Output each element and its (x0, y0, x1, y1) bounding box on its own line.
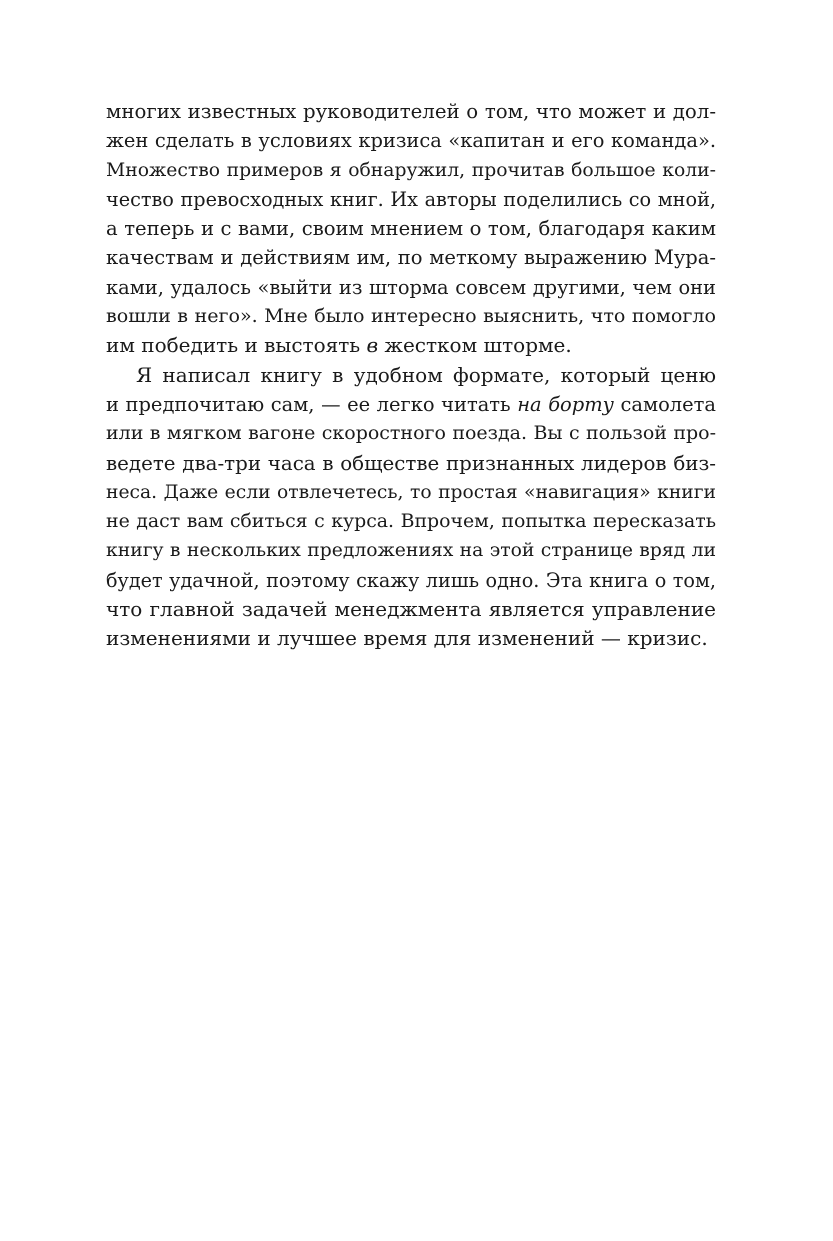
text-line: не даст вам сбиться с курса. Впрочем, попытка пересказать (106, 510, 716, 533)
text-span: и предпочитаю сам, — ее легко читать (106, 392, 518, 416)
text-line: ведете два-три часа в обществе признанных лидеров биз- (106, 451, 716, 475)
text-span: им победить и выстоять (106, 333, 367, 358)
paragraph-2 (106, 361, 716, 654)
text-line: ками, удалось «выйти из шторма совсем другими, чем они (106, 275, 716, 299)
text-line: а теперь и с вами, своим мнением о том, благодаря каким (106, 217, 716, 241)
italic-text: в (366, 333, 379, 358)
text-line: неса. Даже если отвлечетесь, то простая «навигация» книги (106, 481, 716, 503)
text-line: Множество примеров я обнаружил, прочитав большое коли- (106, 159, 716, 181)
body-text (106, 97, 716, 654)
text-span: жестком шторме. (378, 333, 572, 358)
text-line: вошли в него». Мне было интересно выяснить, что помогло (106, 305, 716, 328)
text-line: Я написал книгу в удобном формате, который ценю (136, 362, 716, 387)
text-line: или в мягком вагоне скоростного поезда. Вы с пользой про- (106, 422, 716, 445)
text-line: качествам и действиям им, по меткому выражению Мура- (106, 246, 716, 270)
text-span: самолета (613, 392, 716, 416)
text-line (106, 331, 716, 360)
paragraph-1 (106, 97, 716, 361)
text-line: чество превосходных книг. Их авторы поделились со мной, (106, 187, 716, 211)
text-line (106, 390, 716, 419)
italic-text: на борту (517, 392, 614, 416)
text-line: книгу в нескольких предложениях на этой странице вряд ли (106, 540, 716, 562)
text-line: многих известных руководителей о том, что может и дол- (106, 100, 716, 123)
text-line: изменениями и лучшее время для изменений — кризис. (106, 626, 708, 651)
text-line: жен сделать в условиях кризиса «капитан и его команда». (106, 129, 716, 153)
text-line: что главной задачей менеджмента является управление (106, 597, 716, 622)
text-line: будет удачной, поэтому скажу лишь одно. Эта книга о том, (106, 568, 716, 592)
